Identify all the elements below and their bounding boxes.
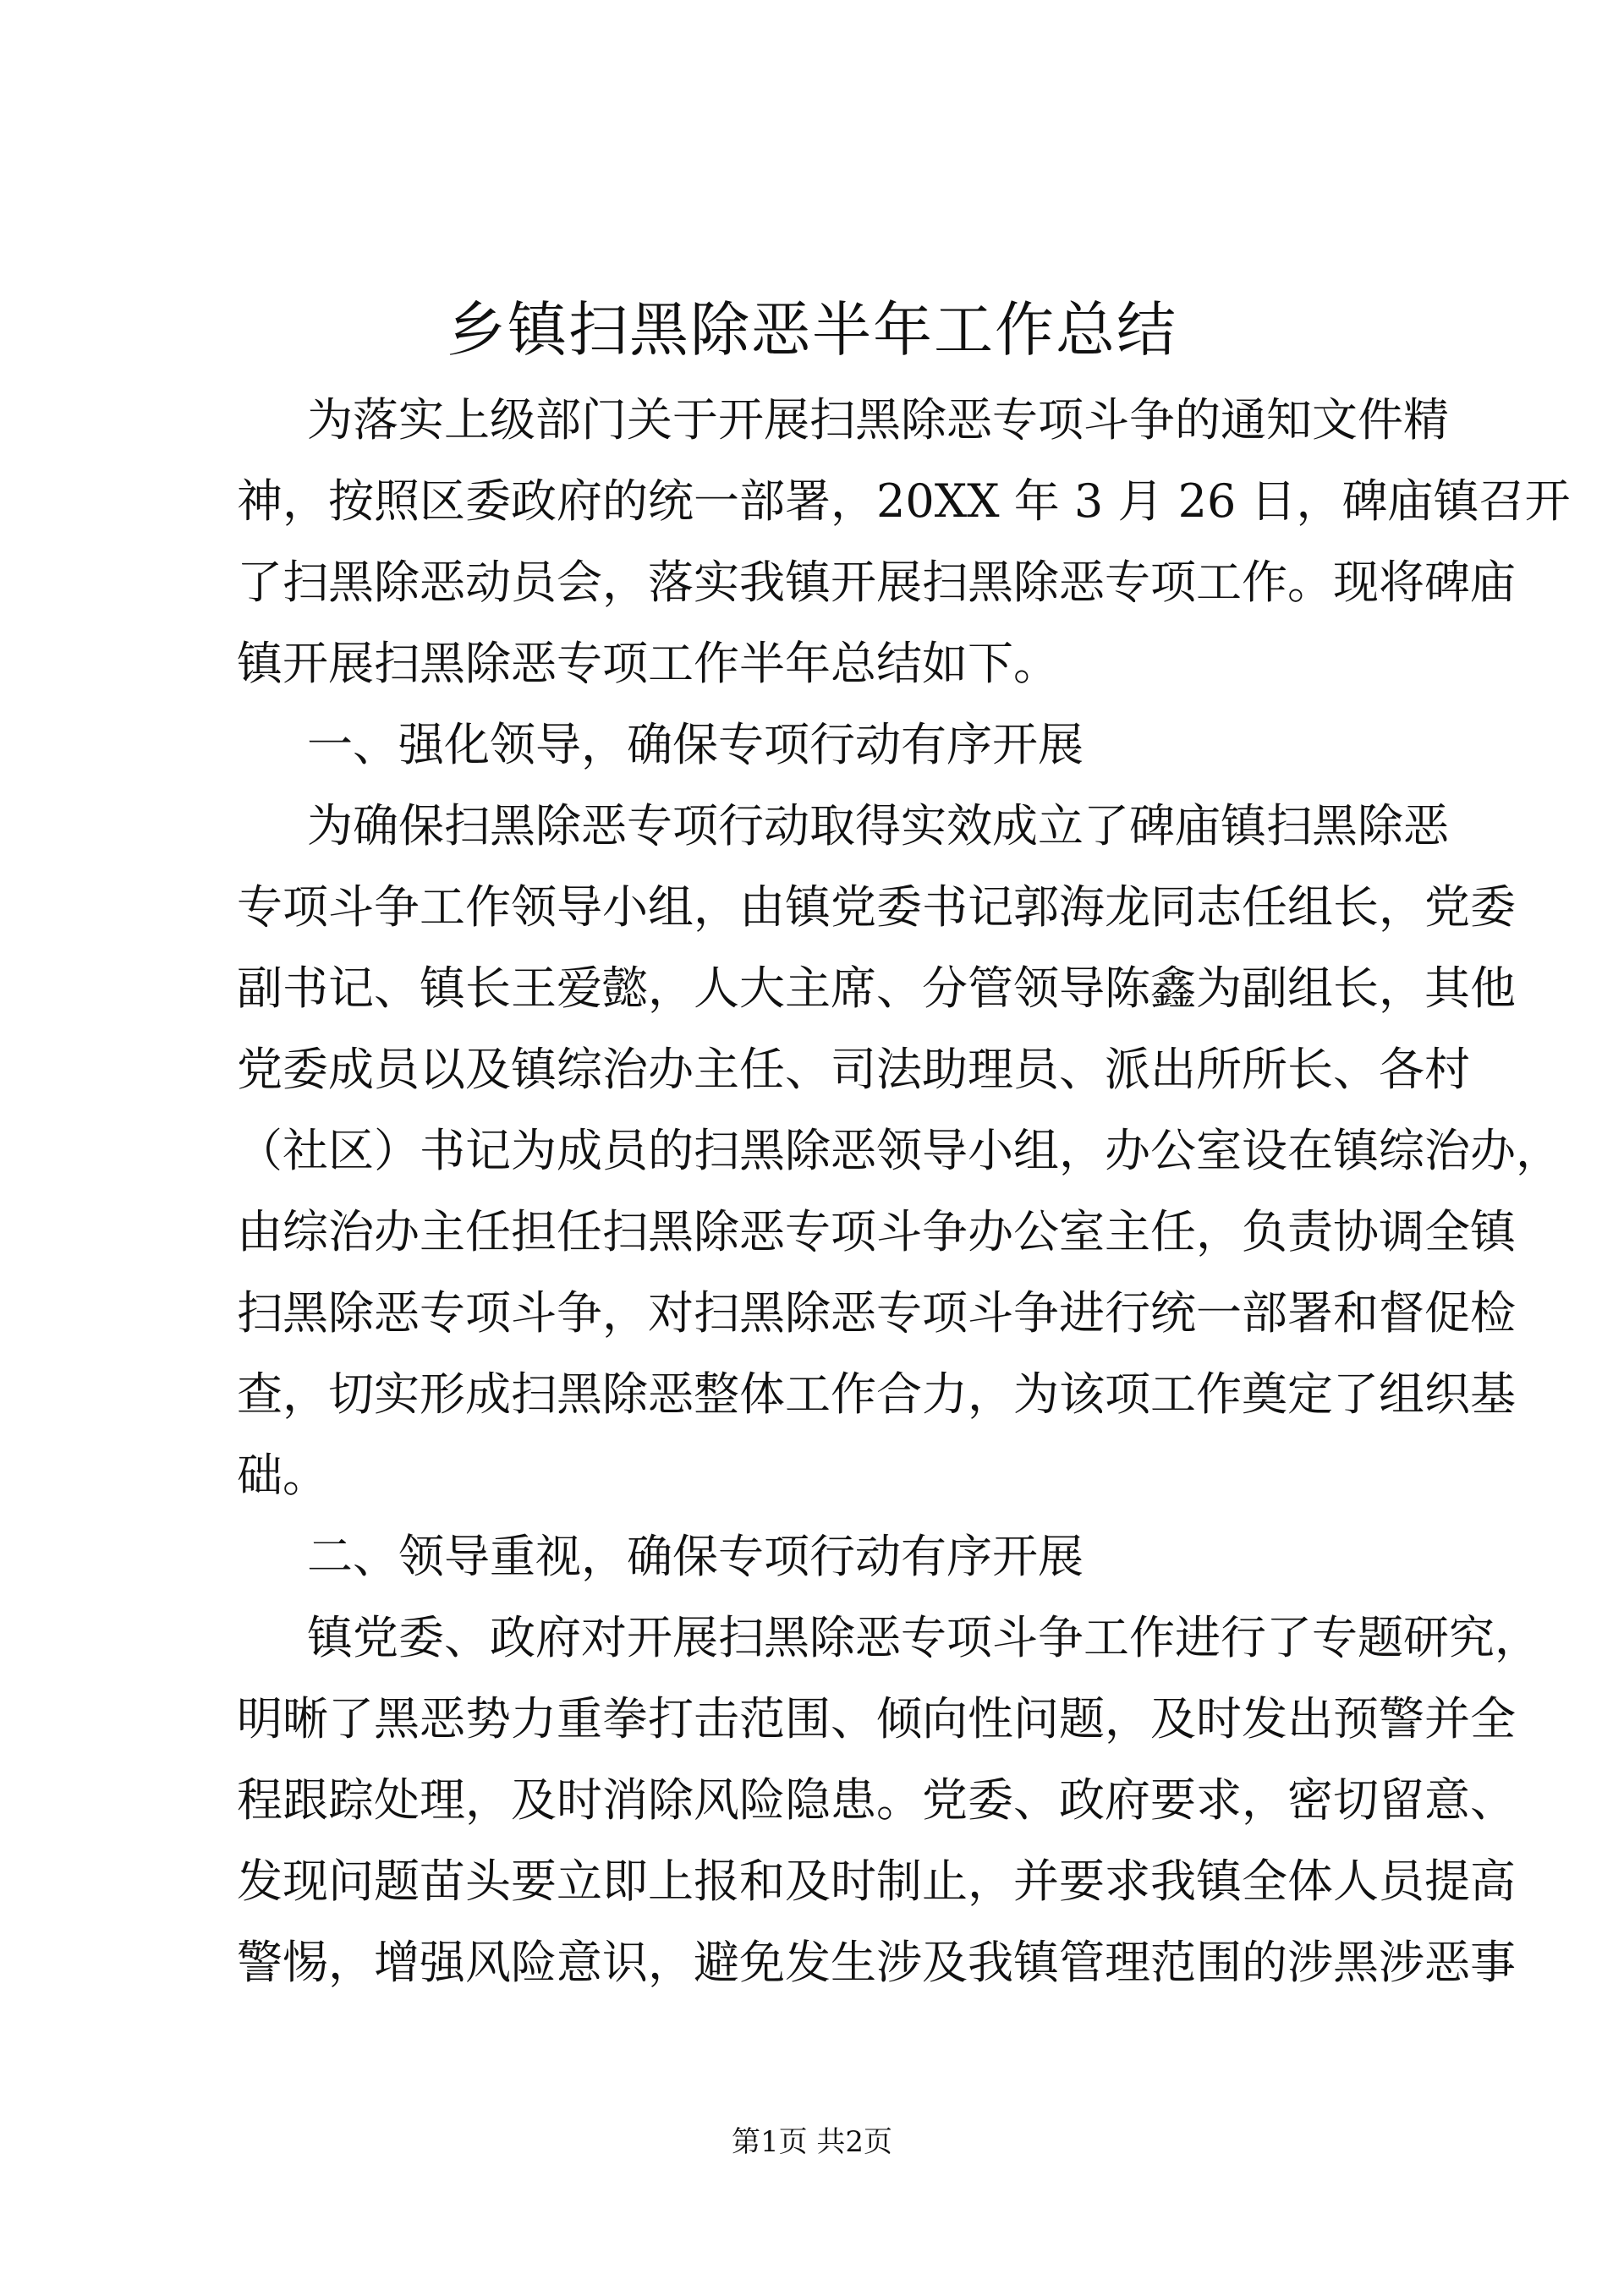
body-text-line: 二、领导重视，确保专项行动有序开展 [307,1530,1084,1583]
body-text-line: 专项斗争工作领导小组，由镇党委书记郭海龙同志任组长，党委 [237,880,1516,934]
body-text-line: （社区）书记为成员的扫黑除恶领导小组，办公室设在镇综治办， [237,1124,1561,1177]
body-text-line: 镇开展扫黑除恶专项工作半年总结如下。 [237,637,1059,690]
page-footer: 第1页 共2页 [731,2125,893,2159]
body-text-line: 镇党委、政府对开展扫黑除恶专项斗争工作进行了专题研究， [307,1611,1540,1664]
body-text-line: 发现问题苗头要立即上报和及时制止，并要求我镇全体人员提高 [237,1855,1516,1908]
body-text-line: 一、强化领导，确保专项行动有序开展 [307,718,1084,771]
body-text-line: 查，切实形成扫黑除恶整体工作合力，为该项工作奠定了组织基 [237,1367,1516,1421]
body-text-line: 为落实上级部门关于开展扫黑除恶专项斗争的通知文件精 [307,393,1449,447]
body-text-line: 了扫黑除恶动员会，落实我镇开展扫黑除恶专项工作。现将碑庙 [237,556,1516,609]
body-text-line: 副书记、镇长王爱懿，人大主席、分管领导陈鑫为副组长，其他 [237,962,1516,1015]
body-text-line: 为确保扫黑除恶专项行动取得实效成立了碑庙镇扫黑除恶 [307,799,1449,852]
body-text-line: 由综治办主任担任扫黑除恶专项斗争办公室主任，负责协调全镇 [237,1205,1516,1258]
body-text-line: 础。 [237,1449,328,1502]
document-title: 乡镇扫黑除恶半年工作总结 [447,295,1177,364]
body-text-line: 警惕，增强风险意识，避免发生涉及我镇管理范围的涉黑涉恶事 [237,1936,1516,1989]
body-text-line: 神，按照区委政府的统一部署，20XX 年 3 月 26 日，碑庙镇召开 [237,474,1571,528]
body-text-line: 程跟踪处理，及时消除风险隐患。党委、政府要求，密切留意、 [237,1773,1516,1827]
body-text-line: 党委成员以及镇综治办主任、司法助理员、派出所所长、各村 [237,1043,1470,1096]
body-text-line: 明晰了黑恶势力重拳打击范围、倾向性问题，及时发出预警并全 [237,1692,1516,1745]
body-text-line: 扫黑除恶专项斗争，对扫黑除恶专项斗争进行统一部署和督促检 [237,1286,1516,1340]
